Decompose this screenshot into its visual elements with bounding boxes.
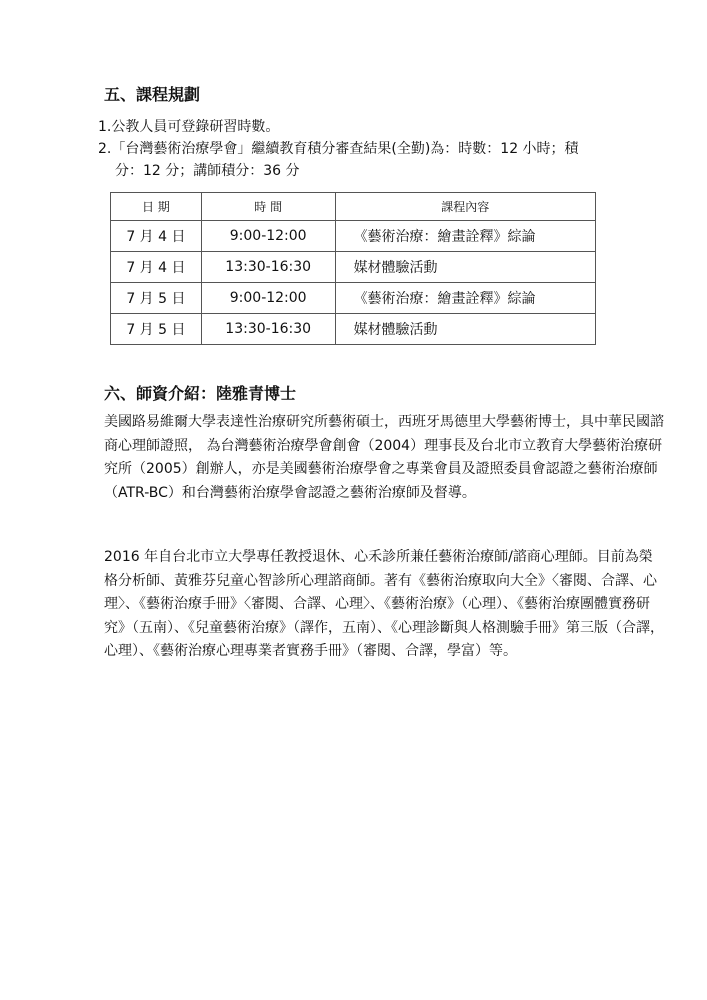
section-title-course-plan: 五、課程規劃 — [104, 85, 201, 104]
list-item — [98, 138, 678, 182]
table-header-row — [111, 193, 596, 221]
list-text: 「台灣藝術治療學會」繼續教育積分審查結果(全勤)為：時數：12 小時；積 — [111, 141, 579, 157]
table-row — [111, 221, 596, 252]
table-row — [111, 314, 596, 345]
list-number: 1. — [98, 119, 112, 135]
cell-time: 13:30-16:30 — [201, 314, 335, 345]
instructor-bio-paragraph-1: 美國路易維爾大學表達性治療研究所藝術碩士，西班牙馬德里大學藝術博士，具中華民國諮商心理師證照， 為台灣藝術治療學會創會（2004）理事長及台北市立教育大學藝術治療研究所（2005）創辦人，亦是美國藝術治療學會之專業會員及證照委員會認證之藝術治療師（ATR-BC）和台灣藝術治療學會認證之藝術治療師及督導。 — [104, 414, 664, 501]
list-text-continued: 分：12 分；講師積分：36 分 — [115, 163, 300, 179]
cell-date: 7 月 4 日 — [111, 221, 202, 252]
header-time: 時 間 — [201, 193, 335, 221]
cell-content: 媒材體驗活動 — [335, 314, 595, 345]
section-title-instructor: 六、師資介紹：陸雅青博士 — [104, 384, 297, 403]
cell-date: 7 月 5 日 — [111, 283, 202, 314]
cell-time: 13:30-16:30 — [201, 252, 335, 283]
cell-date: 7 月 5 日 — [111, 314, 202, 345]
table-row — [111, 252, 596, 283]
list-item — [98, 116, 678, 138]
schedule-table — [110, 192, 596, 345]
list-text: 公教人員可登錄研習時數。 — [111, 119, 280, 135]
cell-date: 7 月 4 日 — [111, 252, 202, 283]
cell-content: 媒材體驗活動 — [335, 252, 595, 283]
header-content: 課程內容 — [335, 193, 595, 221]
instructor-bio-paragraph-2: 2016 年自台北市立大學專任教授退休、心禾診所兼任藝術治療師/諮商心理師。目前為榮格分析師、黃雅芬兒童心智診所心理諮商師。著有《藝術治療取向大全》〈審閱、合譯、心理〉、《藝術治療手冊》〈審閱、合譯、心理〉、《藝術治療》（心理）、《藝術治療團體實務研究》（五南）、《兒童藝術治療》（譯作，五南）、《心理診斷與人格測驗手冊》第三版（合譯，心理）、《藝術治療心理專業者實務手冊》（審閱、合譯，學富）等。 — [104, 549, 664, 660]
list-number: 2. — [98, 141, 112, 157]
cell-content: 《藝術治療：繪畫詮釋》綜論 — [335, 221, 595, 252]
course-notes-list — [98, 116, 678, 182]
header-date: 日 期 — [111, 193, 202, 221]
table-row — [111, 283, 596, 314]
cell-time: 9:00-12:00 — [201, 221, 335, 252]
cell-time: 9:00-12:00 — [201, 283, 335, 314]
cell-content: 《藝術治療：繪畫詮釋》綜論 — [335, 283, 595, 314]
